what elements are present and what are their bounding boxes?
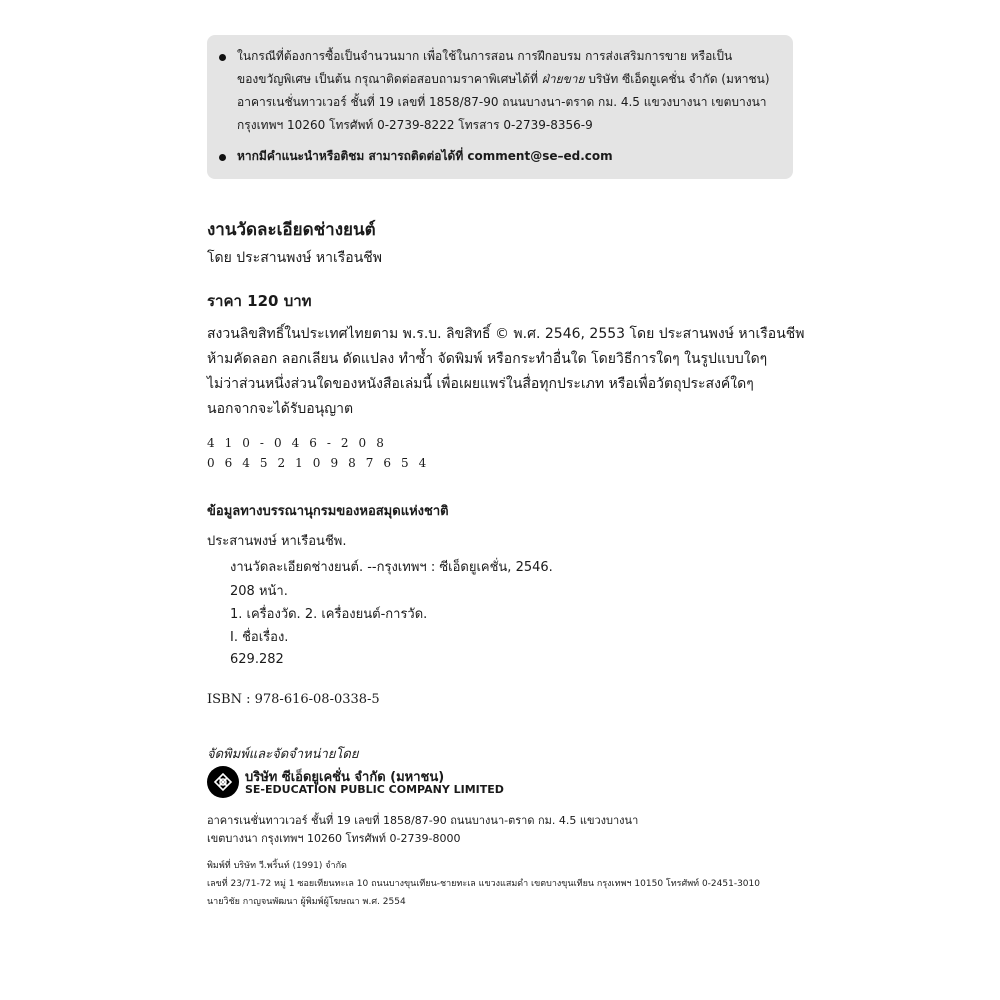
copyright-line-2: ห้ามคัดลอก ลอกเลียน ดัดแปลง ทำซ้ำ จัดพิมพ์ หรือกระทำอื่นใด โดยวิธีการใดๆ ในรูปแบบใดๆ: [207, 351, 768, 367]
feedback-contact-line: หากมีคำแนะนำหรือติชม สามารถติดต่อได้ที่ comment@se–ed.com: [237, 149, 613, 163]
book-price: ราคา 120 บาท: [207, 292, 312, 310]
publisher-name-thai: บริษัท ซีเอ็ดยูเคชั่น จำกัด (มหาชน): [245, 770, 445, 785]
notice-line-2: [237, 72, 770, 86]
notice-line-2-company: บริษัท ซีเอ็ดยูเคชั่น จำกัด (มหาชน): [584, 72, 770, 86]
copyright-line-1: สงวนลิขสิทธิ์ในประเทศไทยตาม พ.ร.บ. ลิขสิทธิ์ © พ.ศ. 2546, 2553 โดย ประสานพงษ์ หาเรือนชีพ: [207, 326, 805, 342]
catalog-classification: 629.282: [230, 652, 284, 667]
copyright-line-3: ไม่ว่าส่วนหนึ่งส่วนใดของหนังสือเล่มนี้ เพื่อเผยแพร่ในสื่อทุกประเภท หรือเพื่อวัตถุประสงค์ใดๆ: [207, 376, 754, 392]
product-code: 410-046-208: [207, 436, 394, 450]
copyright-line-4: นอกจากจะได้รับอนุญาต: [207, 401, 354, 417]
catalog-subjects: 1. เครื่องวัด. 2. เครื่องยนต์-การวัด.: [230, 607, 428, 622]
publisher-address-line-2: เขตบางนา กรุงเทพฯ 10260 โทรศัพท์ 0-2739-8000: [207, 832, 461, 845]
isbn: ISBN : 978-616-08-0338-5: [207, 692, 380, 707]
bullet-icon: [219, 154, 226, 161]
catalog-author: ประสานพงษ์ หาเรือนชีพ.: [207, 534, 347, 549]
sales-department-text: ฝ่ายขาย: [541, 72, 585, 86]
bulk-order-notice-box: [207, 35, 793, 179]
notice-line-4: กรุงเทพฯ 10260 โทรศัพท์ 0-2739-8222 โทรสาร 0-2739-8356-9: [237, 118, 593, 132]
publisher-address-line-1: อาคารเนชั่นทาวเวอร์ ชั้นที่ 19 เลขที่ 1858/87-90 ถนนบางนา-ตราด กม. 4.5 แขวงบางนา: [207, 814, 639, 827]
printer-line-2: เลขที่ 23/71-72 หมู่ 1 ซอยเทียนทะเล 10 ถนนบางขุนเทียน-ชายทะเล แขวงแสมดำ เขตบางขุนเทียน กรุงเทพฯ 10150 โทรศัพท์ 0-2451-3010: [207, 879, 760, 889]
catalog-heading: ข้อมูลทางบรรณานุกรมของหอสมุดแห่งชาติ: [207, 504, 449, 519]
printer-line-1: พิมพ์ที่ บริษัท วี.พริ้นท์ (1991) จำกัด: [207, 861, 347, 871]
catalog-title-entry: I. ชื่อเรื่อง.: [230, 630, 289, 645]
book-author: โดย ประสานพงษ์ หาเรือนชีพ: [207, 250, 383, 266]
notice-line-1: ในกรณีที่ต้องการซื้อเป็นจำนวนมาก เพื่อใช้ในการสอน การฝึกอบรม การส่งเสริมการขาย หรือเป็น: [237, 49, 733, 63]
book-title: งานวัดละเอียดช่างยนต์: [207, 220, 376, 240]
publisher-heading: จัดพิมพ์และจัดจำหน่ายโดย: [207, 747, 359, 762]
publisher-name-english: SE-EDUCATION PUBLIC COMPANY LIMITED: [245, 783, 504, 796]
catalog-pages: 208 หน้า.: [230, 584, 288, 599]
bullet-icon: [219, 54, 226, 61]
se-ed-logo-icon: [207, 766, 239, 798]
catalog-entry: งานวัดละเอียดช่างยนต์. --กรุงเทพฯ : ซีเอ็ดยูเคชั่น, 2546.: [230, 560, 553, 575]
notice-line-2-text: ของขวัญพิเศษ เป็นต้น กรุณาติดต่อสอบถามราคาพิเศษได้ที่: [237, 72, 542, 86]
notice-line-3: อาคารเนชั่นทาวเวอร์ ชั้นที่ 19 เลขที่ 1858/87-90 ถนนบางนา-ตราด กม. 4.5 แขวงบางนา เขตบางนา: [237, 95, 767, 109]
printer-line-3: นายวิชัย กาญจนพัฒนา ผู้พิมพ์ผู้โฆษณา พ.ศ. 2554: [207, 897, 406, 907]
barcode-number: 0645210987654: [207, 456, 437, 470]
